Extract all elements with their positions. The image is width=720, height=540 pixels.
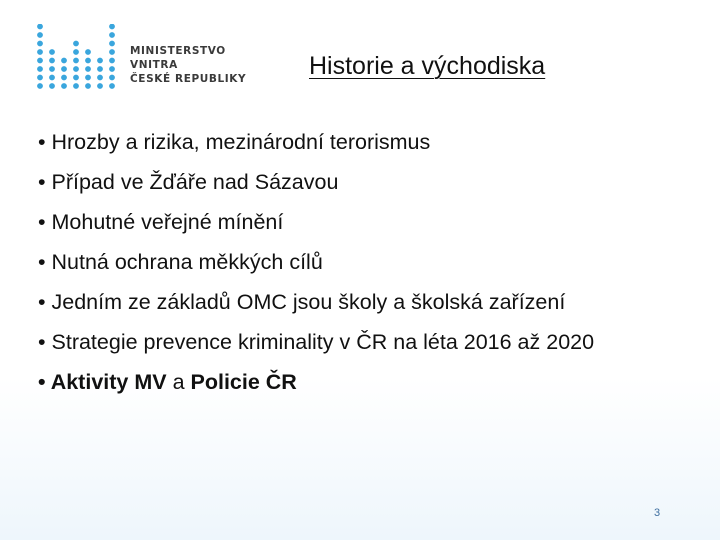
ministry-logo bbox=[36, 24, 266, 90]
bullet-item: • Mohutné veřejné mínění bbox=[38, 210, 284, 234]
bullet-item: • Jedním ze základů OMC jsou školy a školská zařízení bbox=[38, 290, 566, 314]
logo-dot bbox=[109, 41, 115, 47]
logo-dot bbox=[61, 66, 67, 72]
logo-dot bbox=[61, 75, 67, 81]
logo-dot bbox=[73, 41, 79, 47]
logo-dot bbox=[85, 58, 91, 64]
logo-dot bbox=[109, 58, 115, 64]
logo-dot bbox=[61, 58, 67, 64]
logo-dot bbox=[85, 75, 91, 81]
logo-dot bbox=[85, 49, 91, 55]
logo-dot bbox=[109, 32, 115, 38]
logo-line-2: ČESKÉ REPUBLIKY bbox=[130, 73, 247, 85]
logo-dot bbox=[37, 83, 43, 89]
logo-dot bbox=[37, 24, 43, 29]
bullet-item: • Nutná ochrana měkkých cílů bbox=[38, 250, 323, 274]
logo-dot bbox=[37, 32, 43, 38]
logo-dot bbox=[97, 58, 103, 64]
logo-dot bbox=[37, 58, 43, 64]
logo-dot bbox=[97, 75, 103, 81]
logo-dot bbox=[109, 49, 115, 55]
logo-text bbox=[130, 44, 266, 86]
bullet-bold-part-2: Policie ČR bbox=[190, 370, 297, 394]
bullet-list bbox=[38, 128, 678, 408]
bullet-prefix: • bbox=[38, 370, 51, 394]
logo-dot bbox=[85, 66, 91, 72]
logo-dot bbox=[61, 83, 67, 89]
logo-dot bbox=[37, 75, 43, 81]
logo-dot bbox=[37, 66, 43, 72]
page-number: 3 bbox=[654, 507, 661, 519]
logo-dot bbox=[85, 83, 91, 89]
logo-dot bbox=[97, 66, 103, 72]
logo-dot bbox=[109, 24, 115, 29]
bullet-connector: a bbox=[166, 370, 191, 394]
bullet-item: • Hrozby a rizika, mezinárodní terorismus bbox=[38, 130, 431, 154]
logo-dot bbox=[37, 49, 43, 55]
bullet-item: • Případ ve Žďáře nad Sázavou bbox=[38, 170, 339, 194]
logo-dot bbox=[73, 75, 79, 81]
logo-dot bbox=[73, 83, 79, 89]
logo-dot bbox=[49, 49, 55, 55]
logo-dot bbox=[109, 66, 115, 72]
logo-dot bbox=[49, 83, 55, 89]
logo-dot bbox=[37, 41, 43, 47]
logo-dot bbox=[109, 75, 115, 81]
logo-dot bbox=[97, 83, 103, 89]
logo-dot bbox=[109, 83, 115, 89]
bullet-item-last bbox=[38, 368, 678, 397]
logo-dot bbox=[73, 49, 79, 55]
logo-line-1: MINISTERSTVO VNITRA bbox=[130, 45, 226, 71]
logo-dot bbox=[49, 75, 55, 81]
logo-dot bbox=[73, 66, 79, 72]
logo-dot bbox=[49, 58, 55, 64]
logo-dot bbox=[73, 58, 79, 64]
slide-title: Historie a východiska bbox=[309, 52, 546, 80]
bullet-item: • Strategie prevence kriminality v ČR na léta 2016 až 2020 bbox=[38, 330, 595, 354]
bullet-bold-part-1: Aktivity MV bbox=[50, 370, 167, 394]
logo-dots-icon bbox=[36, 24, 128, 90]
logo-dot bbox=[49, 66, 55, 72]
